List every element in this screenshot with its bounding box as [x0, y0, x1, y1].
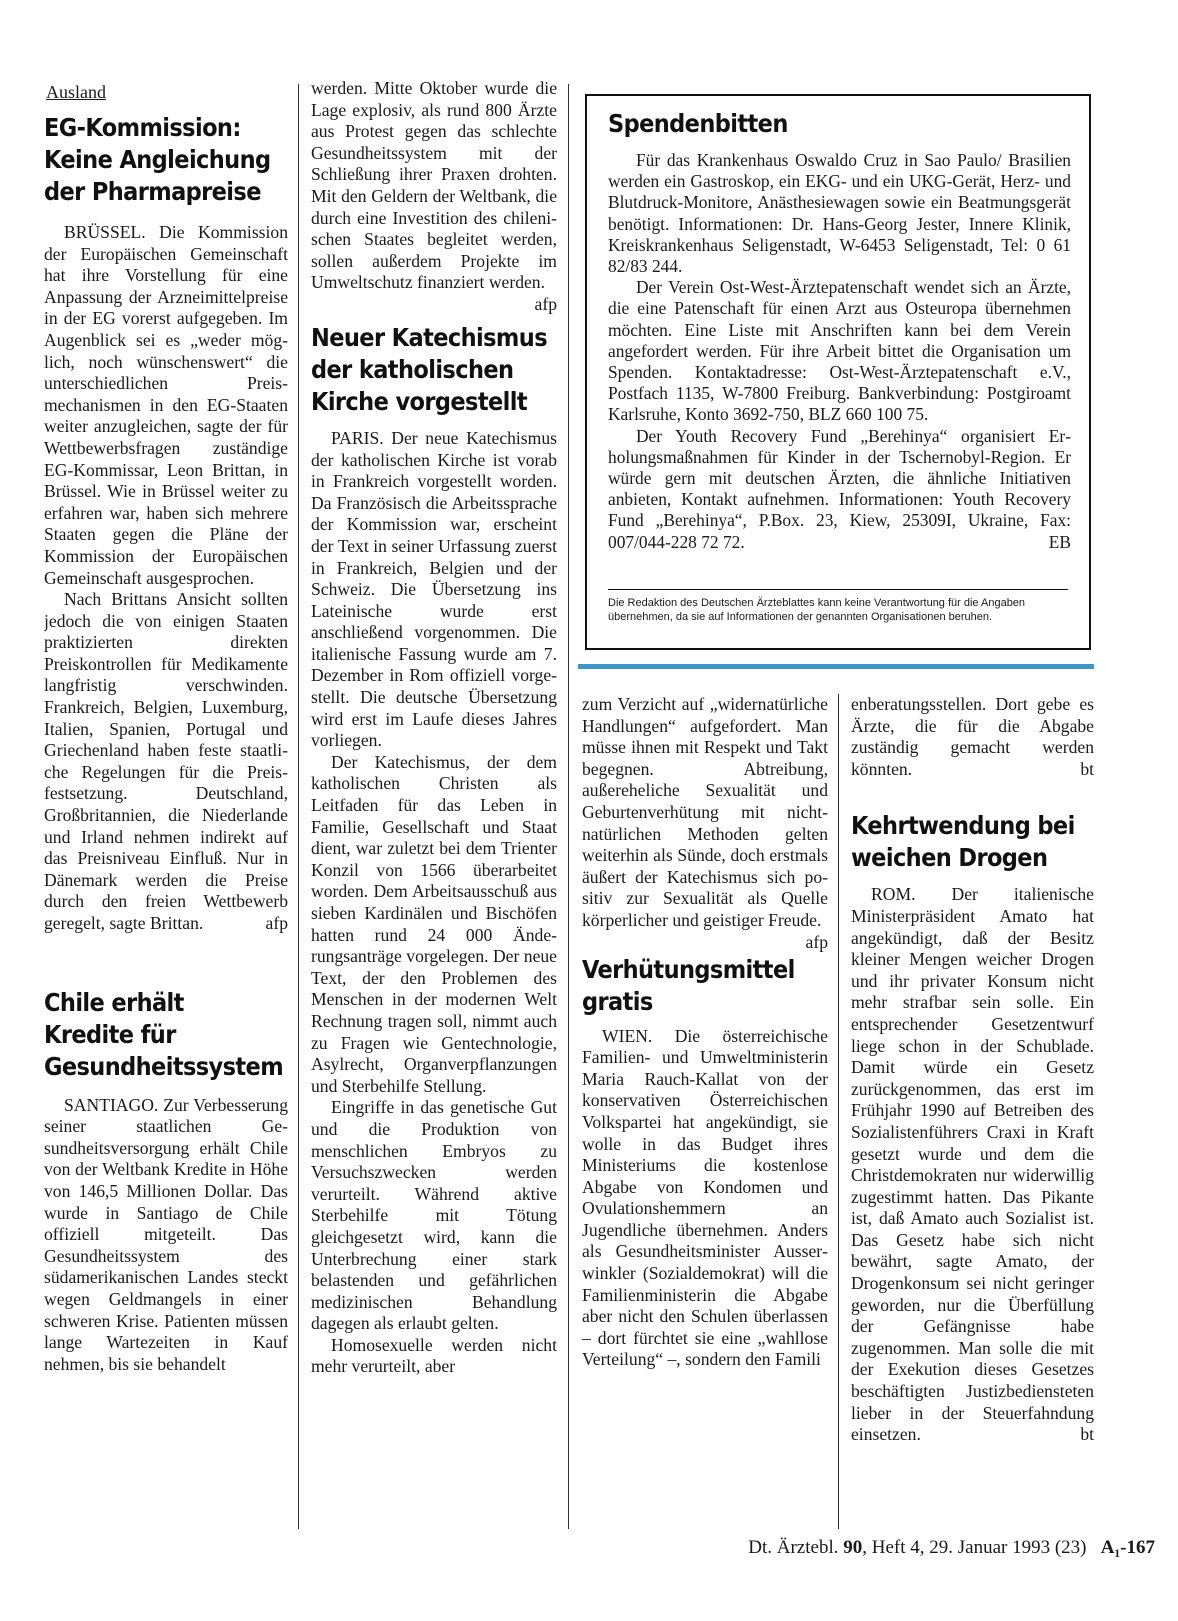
article-3-paragraph: Homosexuelle werden nicht mehr verurteilt, aber: [311, 1334, 557, 1377]
column-divider: [838, 694, 839, 1529]
article-3-signature: afp: [805, 931, 828, 952]
donation-box: [585, 94, 1091, 650]
box-disclaimer: Die Redaktion des Deutschen Ärzteblattes kann keine Verantwortung für die Angaben übernehmen, da sie auf Informationen der genannten Organisationen beruhen.: [608, 597, 1026, 623]
headline-line: gratis: [582, 986, 653, 1016]
column-4: [851, 694, 1094, 1532]
box-paragraph: Für das Krankenhaus Oswaldo Cruz in Sao Paulo/ Brasilien werden ein Gastroskop, ein EKG- und ein UKG-Gerät, Herz- und Blutdruck-Monitore, Anästhesiewagen sowie ein Beatmungsgerät benötigt. Informationen: Dr. Hans-Georg Jester, Innere Klinik, Kreiskrankenhaus Seligenstadt, W-6453 Seligenstadt, Tel: 0 61 82/83 244.: [608, 150, 1071, 277]
footer-journal: Dt. Ärztebl.: [748, 1537, 839, 1558]
article-4-signature: bt: [1080, 758, 1094, 779]
box-title: Spendenbitten: [608, 109, 788, 138]
article-1-paragraph: BRÜSSEL. Die Kommission der Europäischen Gemeinschaft hat ihre Vorstellung für eine Anpassung der Arzneimittelpreise in der EG vorerst aufgegeben. Im Augenblick sei es „weder möglich, noch wünschenswert“ die unterschiedlichen Preismechanismen in den EG-Staaten weiter anzugleichen, sagte der für Wettbewerbsfragen zuständige EG-Kommissar, Leon Brittan, in Brüssel. Wie in Brüssel weiter zu erfahren war, haben sich mehrere Staaten gegen die Pläne der Kommission der Europäischen Gemeinschaft ausgesprochen.: [44, 222, 288, 588]
headline-line: weichen Drogen: [851, 843, 1048, 873]
headline-line: EG-Kommission:: [44, 113, 241, 142]
box-paragraph: Der Youth Recovery Fund „Berehinya“ organisiert Erholungsmaßnahmen für Kinder in der Tschernobyl-Region. Er würde gern mit deutschen Ärzten, die ähnliche Initiativen anbieten, Kontakt aufnehmen. Informationen: Youth Recovery Fund „Berehinya“, P.Box. 23, Kiew, 25309I, Ukraine, Fax: 007/044-228 72 72.: [608, 425, 1071, 552]
headline-line: Gesundheitssystem: [44, 1051, 284, 1081]
headline-line: der Pharmapreise: [44, 177, 261, 206]
article-2-paragraph: SANTIAGO. Zur Verbesserung seiner staatlichen Gesundheitsversorgung erhält Chile von der Weltbank Kredite in Höhe von 146,5 Millionen Dollar. Das wurde in Santiago de Chile offiziell mitgeteilt. Das Gesundheitssystem des südamerikanischen Landes steckt wegen Geldmangels in einer schweren Krise. Patienten müssen lange Wartezeiten in Kauf nehmen, bis sie behandelt: [44, 1094, 288, 1374]
box-paragraph: Der Verein Ost-West-Ärztepatenschaft wendet sich an Ärzte, die eine Patenschaft für einen Arzt aus Osteuropa übernehmen möchten. Eine Liste mit Anschriften kann bei dem Verein angefordert werden. Für ihre Arbeit bittet die Organisation um Spenden. Kontaktadresse: Ost-West-Ärztepatenschaft e.V., Postfach 1135, W-7800 Freiburg. Bankverbindung: Postgiroamt Karlsruhe, Konto 3692-750, BLZ 660 100 75.: [608, 277, 1071, 425]
column-divider: [568, 84, 569, 1529]
box-signature: EB: [1048, 531, 1071, 552]
page-number: A₁-167: [1100, 1537, 1155, 1558]
headline-line: Keine Angleichung: [44, 145, 271, 174]
headline-line: Kehrtwendung bei: [851, 811, 1075, 841]
box-divider: [608, 589, 1068, 590]
column-1: [44, 112, 288, 1532]
article-3-continuation: zum Verzicht auf „widernatürliche Handlungen“ aufgefordert. Man müsse ihnen mit Respekt und Takt begegnen. Abtreibung, außereheliche Sexualität und Geburtenverhütung mit nicht-natürlichen Methoden gelten weiterhin als Sünde, doch erstmals äußert der Katechismus sich positiv zur Sexualität als Quelle körperlicher und geistiger Freude.: [582, 694, 828, 930]
accent-bar: [578, 664, 1094, 669]
headline-line: Kirche vorgestellt: [311, 386, 527, 416]
article-5-headline: [851, 810, 1094, 874]
article-4-headline: [582, 954, 828, 1018]
article-2-headline: [44, 987, 288, 1083]
headline-line: Verhütungsmittel: [582, 954, 795, 984]
article-3-paragraph: Der Katechismus, der dem katholischen Christen als Leitfaden für das Leben in Familie, Gesellschaft und Staat dient, war zuletzt bei dem Trienter Konzil von 1566 überarbeitet worden. Dem Arbeitsausschuß aus sieben Kardinälen und Bischöfen hatten rund 24 000 Änderungsanträge vorgelegen. Der neue Text, der den Problemen des Menschen in der modernen Welt Rechnung tragen soll, nimmt auch zu Fragen wie Gentechnologie, Asylrecht, Organverpflanzungen und Sterbehilfe Stellung.: [311, 751, 557, 1096]
headline-line: Neuer Katechismus: [311, 322, 547, 352]
article-2-continuation: werden. Mitte Oktober wurde die Lage explosiv, als rund 800 Ärzte aus Protest gegen das schlechte Gesundheitssystem mit der Schließung ihrer Praxen drohten. Mit den Geldern der Weltbank, die durch eine Investition des chilenischen Staates begleitet werden, sollen außerdem Projekte im Umweltschutz finanziert werden.: [311, 78, 557, 293]
headline-line: der katholischen: [311, 354, 514, 384]
column-2: [311, 78, 557, 1532]
box-text: [608, 150, 1071, 553]
article-1-signature: afp: [265, 913, 288, 933]
section-label: Ausland: [46, 82, 106, 102]
footer-volume: 90: [843, 1537, 863, 1558]
column-divider: [298, 84, 299, 1529]
article-4-paragraph: WIEN. Die österreichische Familien- und Umweltministerin Maria Rauch-Kallat von der konservativen Österreichischen Volkspartei hat angekündigt, sie wolle in das Budget ihres Ministeriums die kostenlose Abgabe von Kondomen und Ovulationshemmern an Jugendliche übernehmen. Anders als Gesundheitsminister Ausserwinkler (Sozialdemokrat) will die Familienministerin die Abgabe aber nicht den Schulen überlassen – dort fürchtet sie eine „wahllose Verteilung“ –, sondern den Famili: [582, 1025, 828, 1370]
article-2-signature: afp: [534, 293, 557, 314]
article-3-paragraph: Eingriffe in das genetische Gut und die Produktion von menschlichen Embryos zu Versuchszwecken werden verurteilt. Während aktive Sterbehilfe mit Tötung gleichgesetzt wird, kann die Unterbrechung einer stark belastenden und gefährlichen medizinischen Behandlung dagegen als erlaubt gelten.: [311, 1097, 557, 1334]
article-3-paragraph: PARIS. Der neue Katechismus der katholischen Kirche ist vorab in Frankreich vorgestellt worden. Da Französisch die Arbeitssprache der Kommission war, erscheint der Text in seiner Urfassung zuerst in Frankreich, Belgien und der Schweiz. Die Übersetzung ins Lateinische wurde erst anschließend vorgenommen. Die italienische Fassung wurde am 7. Dezember in Rom offiziell vorgestellt. Die deutsche Übersetzung wird erst im Laufe dieses Jahres vorliegen.: [311, 427, 557, 751]
article-3-headline: [311, 322, 557, 418]
article-5-signature: bt: [1080, 1424, 1094, 1445]
article-5-paragraph: ROM. Der italienische Ministerpräsident Amato hat angekündigt, daß der Besitz kleiner Mengen weicher Drogen und ihr privater Konsum nicht mehr strafbar sein solle. Ein entsprechender Gesetzentwurf liege schon in der Schublade. Damit würde ein Gesetz zurückgenommen, das erst im Frühjahr 1990 auf Betreiben des Sozialistenführers Craxi in Kraft gesetzt wurde und dem die Christdemokraten nur widerwillig zugestimmt hatten. Das Pikante ist, daß Amato auch Sozialist ist. Das Gesetz habe sich nicht bewährt, sagte Amato, der Drogenkonsum sei nicht geringer geworden, nur die Überfüllung der Gefängnisse habe zugenommen. Man solle die mit der Exekution dieses Gesetzes beschäftigten Justizbediensteten lieber in der Steuerfahndung einsetzen.: [851, 884, 1094, 1445]
column-3: [582, 694, 828, 1532]
page-footer: [595, 1537, 1155, 1559]
headline-line: Chile erhält: [44, 987, 184, 1017]
headline-line: Kredite für: [44, 1019, 176, 1049]
article-1-headline: [44, 112, 288, 208]
article-1-paragraph: Nach Brittans Ansicht sollten jedoch die von einigen Staaten praktizierten direkten Preiskontrollen für Medikamente langfristig verschwinden. Frankreich, Belgien, Luxemburg, Italien, Spanien, Portugal und Griechenland haben feste staatliche Regelungen für die Preisfestsetzung. Deutschland, Großbritannien, die Niederlande und Irland nehmen indirekt auf das Preisniveau Einfluß. Nur in Dänemark werden die Preise durch den freien Wettbewerb geregelt, sagte Brittan.: [44, 589, 288, 933]
footer-issue: , Heft 4, 29. Januar 1993 (23): [862, 1537, 1087, 1558]
article-4-continuation: enberatungsstellen. Dort gebe es Ärzte, die für die Abgabe zuständig gemacht werden könnten.: [851, 694, 1094, 779]
